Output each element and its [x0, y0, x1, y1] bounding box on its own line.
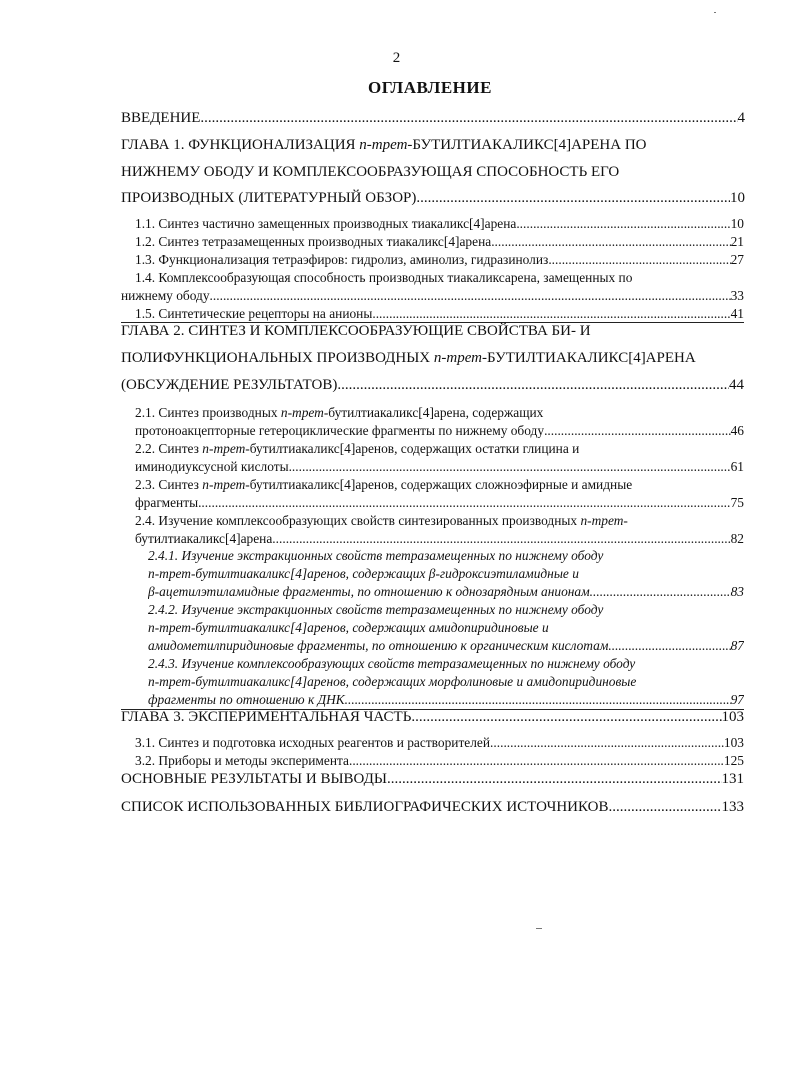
toc-section-2-2-line-2[interactable]: иминодиуксусной кислоты ..... 61	[135, 458, 744, 476]
toc-subsection-2-4-3-line-3[interactable]: фрагменты по отношению к ДНК ..... 97	[148, 691, 744, 709]
toc-entry-intro[interactable]: ВВЕДЕНИЕ ..... 4	[121, 109, 745, 127]
toc-chapter-2-line-3[interactable]: (ОБСУЖДЕНИЕ РЕЗУЛЬТАТОВ) ..... 44	[121, 376, 744, 394]
toc-page: 21	[730, 234, 744, 249]
toc-page: 44	[729, 377, 744, 393]
toc-page: 46	[730, 423, 744, 438]
scan-speck	[536, 928, 542, 929]
toc-chapter-1-line-1[interactable]: ГЛАВА 1. ФУНКЦИОНАЛИЗАЦИЯ п-трет-БУТИЛТИАКАЛИКС[4]АРЕНА ПО	[121, 137, 647, 153]
toc-subsection-2-4-3-line-1[interactable]: 2.4.3. Изучение комплексообразующих свойств тетразамещенных по нижнему ободу	[148, 656, 636, 671]
toc-page: 131	[721, 771, 744, 787]
toc-subsection-2-4-1-line-2[interactable]: п-трет-бутилтиакаликс[4]аренов, содержащих β-гидроксиэтиламидные и	[148, 566, 579, 581]
toc-section-3-1[interactable]: 3.1. Синтез и подготовка исходных реагентов и растворителей ..... 103	[135, 734, 744, 752]
toc-chapter-1-line-2[interactable]: НИЖНЕМУ ОБОДУ И КОМПЛЕКСООБРАЗУЮЩАЯ СПОСОБНОСТЬ ЕГО	[121, 164, 620, 180]
toc-page: 97	[730, 692, 744, 707]
page-number: 2	[392, 50, 401, 66]
toc-subsection-2-4-1-line-3[interactable]: β-ацетилэтиламидные фрагменты, по отношению к однозарядным анионам ..... 83	[148, 583, 744, 601]
toc-subsection-2-4-3-line-2[interactable]: п-трет-бутилтиакаликс[4]аренов, содержащих морфолиновые и амидопиридиновые	[148, 674, 637, 689]
toc-section-1-4-line-2[interactable]: нижнему ободу ..... 33	[121, 287, 744, 305]
toc-page: 27	[730, 252, 744, 267]
toc-section-2-3-line-2[interactable]: фрагменты ..... 75	[135, 494, 744, 512]
toc-page: 103	[723, 735, 744, 750]
toc-page: 10	[730, 216, 744, 231]
scan-speck	[714, 12, 716, 13]
toc-page: 82	[730, 531, 744, 546]
toc-page: 41	[730, 306, 744, 321]
toc-section-1-3[interactable]: 1.3. Функционализация тетраэфиров: гидролиз, аминолиз, гидразинолиз ..... 27	[135, 251, 744, 269]
toc-page: 61	[730, 459, 744, 474]
toc-page: 87	[730, 638, 744, 653]
toc-page: 33	[730, 288, 744, 303]
toc-section-2-1-line-1[interactable]: 2.1. Синтез производных п-трет-бутилтиакаликс[4]арена, содержащих	[135, 405, 544, 420]
toc-chapter-2-line-2[interactable]: ПОЛИФУНКЦИОНАЛЬНЫХ ПРОИЗВОДНЫХ п-трет-БУТИЛТИАКАЛИКС[4]АРЕНА	[121, 350, 696, 366]
toc-page: 125	[723, 753, 744, 768]
toc-section-2-4-line-1[interactable]: 2.4. Изучение комплексообразующих свойств синтезированных производных п-трет-	[135, 513, 628, 528]
toc-subsection-2-4-2-line-1[interactable]: 2.4.2. Изучение экстракционных свойств тетразамещенных по нижнему ободу	[148, 602, 604, 617]
toc-chapter-1-line-3[interactable]: ПРОИЗВОДНЫХ (ЛИТЕРАТУРНЫЙ ОБЗОР) ..... 10	[121, 189, 745, 207]
toc-results[interactable]: ОСНОВНЫЕ РЕЗУЛЬТАТЫ И ВЫВОДЫ ..... 131	[121, 770, 744, 788]
toc-page: 103	[721, 709, 744, 725]
toc-section-1-2[interactable]: 1.2. Синтез тетразамещенных производных тиакаликс[4]арена ..... 21	[135, 233, 744, 251]
toc-page: 133	[721, 799, 744, 815]
toc-chapter-2-line-1[interactable]: ГЛАВА 2. СИНТЕЗ И КОМПЛЕКСООБРАЗУЮЩИЕ СВОЙСТВА БИ- И	[121, 323, 591, 339]
toc-page: 75	[730, 495, 744, 510]
toc-section-3-2[interactable]: 3.2. Приборы и методы эксперимента ..... 125	[135, 752, 744, 770]
toc-subsection-2-4-1-line-1[interactable]: 2.4.1. Изучение экстракционных свойств тетразамещенных по нижнему ободу	[148, 548, 604, 563]
toc-section-1-5[interactable]: 1.5. Синтетические рецепторы на анионы ..... 41	[135, 305, 744, 323]
toc-section-2-2-line-1[interactable]: 2.2. Синтез п-трет-бутилтиакаликс[4]аренов, содержащих остатки глицина и	[135, 441, 580, 456]
toc-section-2-1-line-2[interactable]: протоноакцепторные гетероциклические фрагменты по нижнему ободу ..... 46	[135, 422, 744, 440]
page-title: ОГЛАВЛЕНИЕ	[368, 78, 492, 97]
toc-section-1-4-line-1[interactable]: 1.4. Комплексообразующая способность производных тиакаликсарена, замещенных по	[135, 270, 633, 285]
toc-subsection-2-4-2-line-3[interactable]: амидометилпиридиновые фрагменты, по отношению к органическим кислотам ..... 87	[148, 637, 744, 655]
toc-section-2-4-line-2[interactable]: бутилтиакаликс[4]арена ..... 82	[135, 530, 744, 548]
toc-section-1-1[interactable]: 1.1. Синтез частично замещенных производных тиакаликс[4]арена ..... 10	[135, 215, 744, 233]
toc-page: 83	[730, 584, 744, 599]
toc-chapter-3[interactable]: ГЛАВА 3. ЭКСПЕРИМЕНТАЛЬНАЯ ЧАСТЬ ..... 103	[121, 708, 744, 726]
toc-page: 4	[737, 110, 745, 126]
toc-section-2-3-line-1[interactable]: 2.3. Синтез п-трет-бутилтиакаликс[4]аренов, содержащих сложноэфирные и амидные	[135, 477, 633, 492]
toc-references[interactable]: СПИСОК ИСПОЛЬЗОВАННЫХ БИБЛИОГРАФИЧЕСКИХ ИСТОЧНИКОВ ..... 133	[121, 798, 744, 816]
toc-subsection-2-4-2-line-2[interactable]: п-трет-бутилтиакаликс[4]аренов, содержащих амидопиридиновые и	[148, 620, 549, 635]
toc-page: 10	[730, 190, 745, 206]
